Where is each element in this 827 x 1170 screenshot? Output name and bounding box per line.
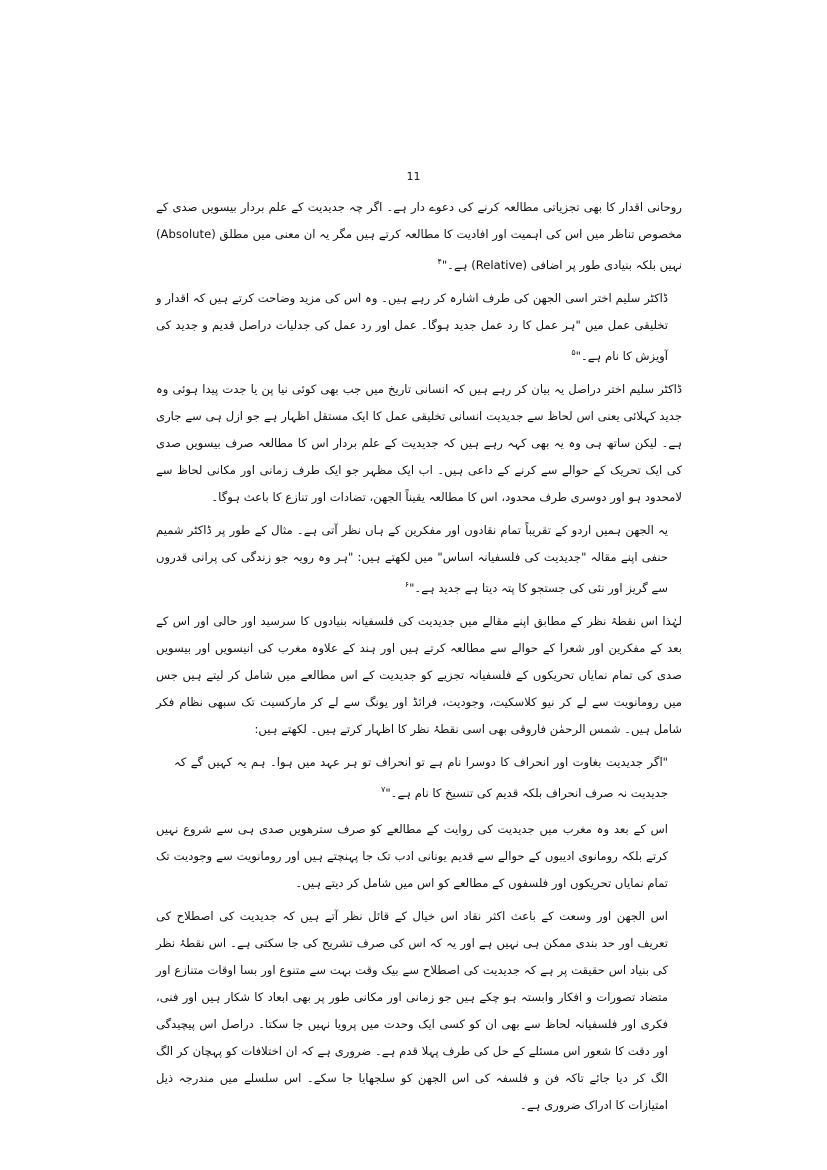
footnote-marker: ۶ [404,579,410,589]
paragraph-text: اس کے بعد وہ مغرب میں جدیدیت کی روایت کے مطالعے کو صرف سترھویں صدی ہی سے شروع نہیں کرتے بلکہ رومانوی ادیبوں کے حوالے سے قدیم یونانی ادب تک جا پہنچتے ہیں اور رومانویت سے وجودیت تک تمام نمایاں تحریکوں اور فلسفوں کے مطالعے کو اس میں شامل کر دیتے ہیں۔ [156,822,668,891]
paragraph-philosophical-foundations [156,608,682,743]
paragraph-quote-continuation [156,194,682,279]
paragraph-text: روحانی اقدار کا بھی تجزیاتی مطالعہ کرنے کی دعوے دار ہے۔ اگر چہ جدیدیت کے علم بردار بیسویں صدی کے مخصوص تناظر میں اس کی اہمیت اور افادیت کا مطالعہ کرتے ہیں مگر یہ ان معنی میں مطلق (Absolute) نہیں بلکہ بنیادی طور پر اضافی (Relative) ہے۔" [156,200,682,272]
paragraph-text: اس الجھن اور وسعت کے باعث اکثر نقاد اس خیال کے قائل نظر آتے ہیں کہ جدیدیت کی اصطلاح کی تعریف اور حد بندی ممکن ہی نہیں ہے اور یہ کہ اس کی صرف تشریح کی جا سکتی ہے۔ اس نقطۂ نظر کی بنیاد اس حقیقت پر ہے کہ جدیدیت کی اصطلاح سے بیک وقت بہت سے متنوع اور بسا اوقات متنازع اور متضاد تصورات و افکار وابستہ ہو چکے ہیں جو زمانی اور مکانی طور پر بھی ابعاد کا شکار ہیں اور فنی، فکری اور فلسفیانہ لحاظ سے بھی ان کو کسی ایک وحدت میں پرویا نہیں جا سکتا۔ دراصل اس پیچیدگی اور دقت کا شعور اس مسئلے کے حل کی طرف پہلا قدم ہے۔ ضروری ہے کہ ان اختلافات کو پہچان کر الگ الگ کر دیا جائے تاکہ فن و فلسفہ کی اس الجھن کو سلجھایا جا سکے۔ اس سلسلے میں مندرجہ ذیل امتیازات کا ادراک ضروری ہے۔ [156,909,668,1113]
paragraph-shamim-hanafi [156,517,682,602]
footnote-marker: ۷ [381,784,386,794]
paragraph-salim-akhtar-explanation [156,376,682,511]
paragraph-text: یہ الجھن ہمیں اردو کے تقریباً تمام نقادوں اور مفکرین کے ہاں نظر آتی ہے۔ مثال کے طور پر ڈاکٹر شمیم حنفی اپنے مقالہ "جدیدیت کی فلسفیانہ اساس" میں لکھتے ہیں: "ہر وہ رویہ جو زندگی کی پرانی قدروں سے گریز اور نئی کی جستجو کا پتہ دیتا ہے جدید ہے۔" [156,522,668,595]
paragraph-text: ڈاکٹر سلیم اختر دراصل یہ بیان کر رہے ہیں کہ انسانی تاریخ میں جب بھی کوئی نیا پن یا جدت پیدا ہوئی وہ جدید کہلائی یعنی اس لحاظ سے جدیدیت انسانی تخلیقی عمل کا ایک مستقل اظہار ہے جو ازل ہی سے جاری ہے۔ لیکن ساتھ ہی وہ یہ بھی کہہ رہے ہیں کہ جدیدیت کے علم بردار اس کا مطالعہ صرف بیسویں صدی کی ایک تحریک کے حوالے سے کرنے کے داعی ہیں۔ اب ایک مظہر جو ایک طرف زمانی اور مکانی لحاظ سے لامحدود ہو اور دوسری طرف محدود، اس کا مطالعہ یقیناً الجھن، تضادات اور تنازع کا باعث ہوگا۔ [156,381,682,504]
paragraph-western-tradition [156,816,682,897]
footnote-marker: ۴ [437,257,442,266]
page-body [156,194,682,1119]
paragraph-salim-akhtar-quote [156,285,682,370]
paragraph-text: "اگر جدیدیت بغاوت اور انحراف کا دوسرا نام ہے تو انحراف تو ہر عہد میں ہوا۔ ہم یہ کہیں گے کہ جدیدیت نہ صرف انحراف بلکہ قدیم کی تنسیخ کا نام ہے۔" [174,754,668,800]
paragraph-text: ڈاکٹر سلیم اختر اسی الجھن کی طرف اشارہ کر رہے ہیں۔ وہ اس کی مزید وضاحت کرتے ہیں کہ اقدار و تخلیقی عمل میں "ہر عمل کا رد عمل جدید ہوگا۔ عمل اور رد عمل کی جدلیات دراصل قدیم و جدید کی آویزش کا نام ہے۔" [156,290,668,363]
footnote-marker: ۵ [571,347,576,357]
paragraph-text: لہٰذا اس نقطۂ نظر کے مطابق اپنے مقالے میں جدیدیت کی فلسفیانہ بنیادوں کا سرسید اور حالی اور اس کے بعد کے مفکرین اور شعرا کے حوالے سے مطالعہ کرتے ہیں اور ہند کے علاوہ مغرب کی انیسویں اور بیسویں صدی کی تمام نمایاں تحریکوں کے فلسفیانہ تجزیے کو جدیدیت کے اس مطالعے میں شامل کر لیتے ہیں جس میں رومانویت سے لے کر نیو کلاسکیت، وجودیت، فرائڈ اور یونگ سے لے کر مارکسیت تک سبھی نظام فکر شامل ہیں۔ شمس الرحمٰن فاروقی بھی اسی نقطۂ نظر کا اظہار کرتے ہیں۔ لکھتے ہیں: [156,613,682,736]
block-quote-faruqi [156,749,682,807]
paragraph-definition-problem [156,903,682,1119]
page-number: 11 [406,170,421,183]
